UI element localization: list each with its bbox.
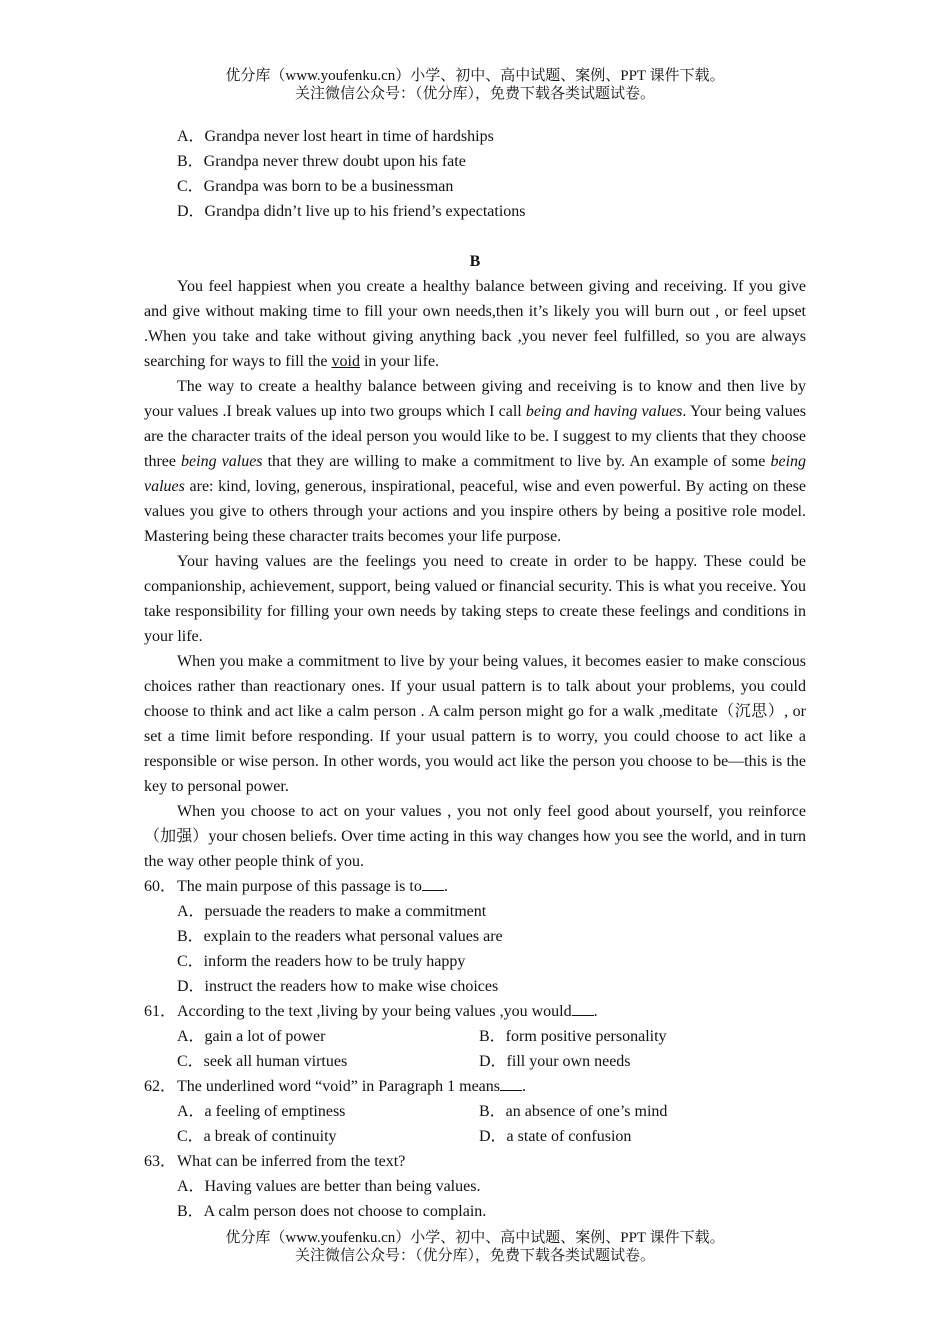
question-number: 61．	[144, 1003, 177, 1020]
option-a: A．persuade the readers to make a commitment	[177, 903, 487, 920]
option-d: D．Grandpa didn’t live up to his friend’s expectations	[177, 203, 526, 220]
question-stem: 63． What can be inferred from the text?	[144, 1149, 806, 1174]
question-stem: 60． The main purpose of this passage is to .	[144, 874, 806, 899]
question-62	[144, 1074, 806, 1149]
option-c: C．inform the readers how to be truly happy	[177, 953, 466, 970]
answer-blank	[500, 1075, 522, 1091]
question-stem: 61． According to the text ,living by your being values ,you would .	[144, 999, 806, 1024]
answer-blank	[572, 1000, 594, 1016]
question-61	[144, 999, 806, 1074]
page-header	[0, 67, 950, 103]
option-c: C．Grandpa was born to be a businessman	[177, 178, 454, 195]
italic-term: being and having values	[525, 403, 683, 420]
footer-line-1: 优分库（www.youfenku.cn）小学、初中、高中试题、案例、PPT 课件下载。	[225, 1230, 725, 1246]
question-63	[144, 1149, 806, 1224]
option-d: D．a state of confusion	[479, 1128, 632, 1145]
paragraph-5: When you choose to act on your values , you not only feel good about yourself, you reinforce（加强）your chosen beliefs. Over time acting in this way changes how you see the world, and in turn the way other people think of you.	[144, 803, 806, 870]
option-d: D．fill your own needs	[479, 1053, 631, 1070]
footer-line-2: 关注微信公众号：（优分库），免费下载各类试题试卷。	[294, 1248, 655, 1264]
option-d: D．instruct the readers how to make wise choices	[177, 978, 499, 995]
answer-blank	[422, 875, 444, 891]
question-stem: 62． The underlined word “void” in Paragraph 1 means .	[144, 1074, 806, 1099]
option-a: A．Having values are better than being values.	[177, 1178, 481, 1195]
underlined-word-void: void	[331, 353, 360, 370]
paragraph-1: You feel happiest when you create a healthy balance between giving and receiving. If you give and give without making time to fill your own needs,then it’s likely you will burn out , or feel upset .When you take and take without giving anything back ,you never feel fulfilled, so you are always searching for ways to fill the void in your life.	[144, 278, 806, 370]
option-a: A．a feeling of emptiness	[177, 1103, 346, 1120]
paragraph-3: Your having values are the feelings you need to create in order to be happy. These could be companionship, achievement, support, being valued or financial security. This is what you receive. You take responsibility for filling your own needs by taking steps to create these feelings and conditions in your life.	[144, 553, 806, 645]
previous-question-options	[144, 124, 806, 224]
option-a: A．gain a lot of power	[177, 1028, 326, 1045]
header-line-2: 关注微信公众号：（优分库），免费下载各类试题试卷。	[294, 86, 655, 102]
spacer	[144, 224, 806, 249]
section-title: B	[469, 253, 481, 270]
option-c: C．seek all human virtues	[177, 1053, 348, 1070]
option-b: B．A calm person does not choose to complain.	[177, 1203, 487, 1220]
question-number: 62．	[144, 1078, 177, 1095]
italic-term: being values	[144, 453, 807, 495]
paragraph-4: When you make a commitment to live by your being values, it becomes easier to make conscious choices rather than reactionary ones. If your usual pattern is to talk about your problems, you could choose to think and act like a calm person . A calm person might go for a walk ,meditate（沉思）, or set a time limit before responding. If your usual pattern is to worry, you could choose to act like a responsible or wise person. In other words, you would act like the person you choose to be—this is the key to personal power.	[144, 653, 806, 795]
option-b: B．form positive personality	[479, 1028, 667, 1045]
reading-passage	[144, 274, 806, 874]
question-number: 60．	[144, 878, 177, 895]
option-b: B．explain to the readers what personal values are	[177, 928, 503, 945]
option-c: C．a break of continuity	[177, 1128, 337, 1145]
option-b: B．an absence of one’s mind	[479, 1103, 668, 1120]
question-60	[144, 874, 806, 999]
header-line-1: 优分库（www.youfenku.cn）小学、初中、高中试题、案例、PPT 课件下载。	[225, 68, 725, 84]
question-number: 63．	[144, 1153, 177, 1170]
italic-term: being values	[181, 453, 263, 470]
page-footer	[0, 1229, 950, 1265]
exam-content	[144, 124, 806, 1224]
option-b: B．Grandpa never threw doubt upon his fate	[177, 153, 466, 170]
paragraph-2: The way to create a healthy balance between giving and receiving is to know and then live by your values .I break values up into two groups which I call being and having values. Your being values are the character traits of the ideal person you would like to be. I suggest to my clients that they choose three being values that they are willing to make a commitment to live by. An example of some being values are: kind, loving, generous, inspirational, peaceful, wise and even powerful. By acting on these values you give to others through your actions and you inspire others by being a positive role model. Mastering being these character traits becomes your life purpose.	[144, 378, 807, 545]
option-a: A．Grandpa never lost heart in time of hardships	[177, 128, 494, 145]
